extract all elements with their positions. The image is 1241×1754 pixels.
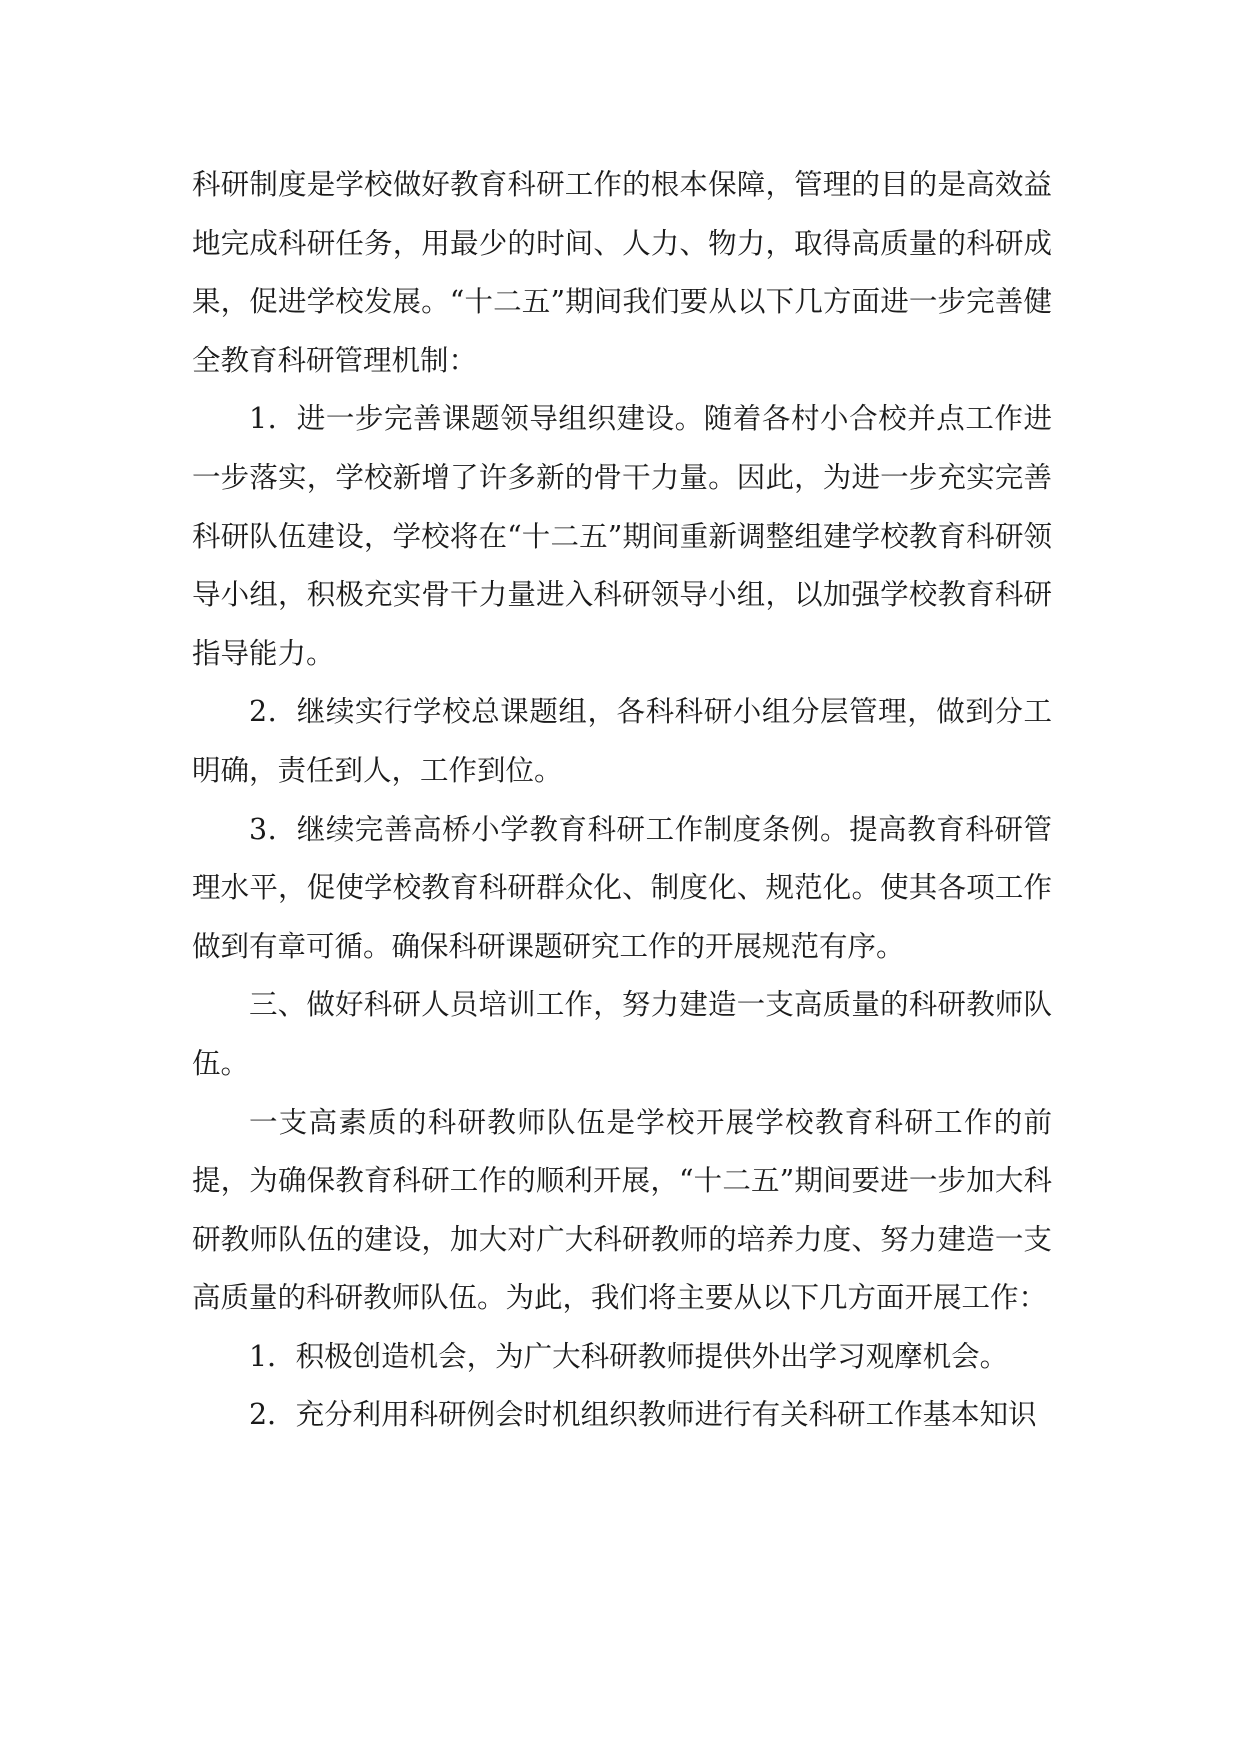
paragraph-item-2-layered-management: 2．继续实行学校总课题组，各科科研小组分层管理，做到分工明确，责任到人，工作到位。 — [192, 695, 1052, 787]
paragraph-management-intro: 科研制度是学校做好教育科研工作的根本保障，管理的目的是高效益地完成科研任务，用最少的时间、人力、物力，取得高质量的科研成果，促进学校发展。“十二五”期间我们要从以下几方面进一步完善健全教育科研管理机制： — [192, 168, 1052, 377]
paragraph-item-3-regulations: 3．继续完善高桥小学教育科研工作制度条例。提高教育科研管理水平，促使学校教育科研群众化、制度化、规范化。使其各项工作做到有章可循。确保科研课题研究工作的开展规范有序。 — [192, 812, 1052, 963]
paragraph-training-intro: 一支高素质的科研教师队伍是学校开展学校教育科研工作的前提，为确保教育科研工作的顺利开展，“十二五”期间要进一步加大科研教师队伍的建设，加大对广大科研教师的培养力度、努力建造一支高质量的科研教师队伍。为此，我们将主要从以下几方面开展工作： — [192, 1105, 1052, 1315]
section-heading-training: 三、做好科研人员培训工作，努力建造一支高质量的科研教师队伍。 — [192, 988, 1052, 1080]
document-body — [192, 156, 1052, 1445]
paragraph-training-item-1: 1．积极创造机会，为广大科研教师提供外出学习观摩机会。 — [249, 1339, 1009, 1373]
paragraph-item-1-leadership: 1．进一步完善课题领导组织建设。随着各村小合校并点工作进一步落实，学校新增了许多新的骨干力量。因此，为进一步充实完善科研队伍建设，学校将在“十二五”期间重新调整组建学校教育科研领导小组，积极充实骨干力量进入科研领导小组，以加强学校教育科研指导能力。 — [192, 402, 1052, 670]
paragraph-training-item-2: 2．充分利用科研例会时机组织教师进行有关科研工作基本知识 — [249, 1398, 1037, 1432]
